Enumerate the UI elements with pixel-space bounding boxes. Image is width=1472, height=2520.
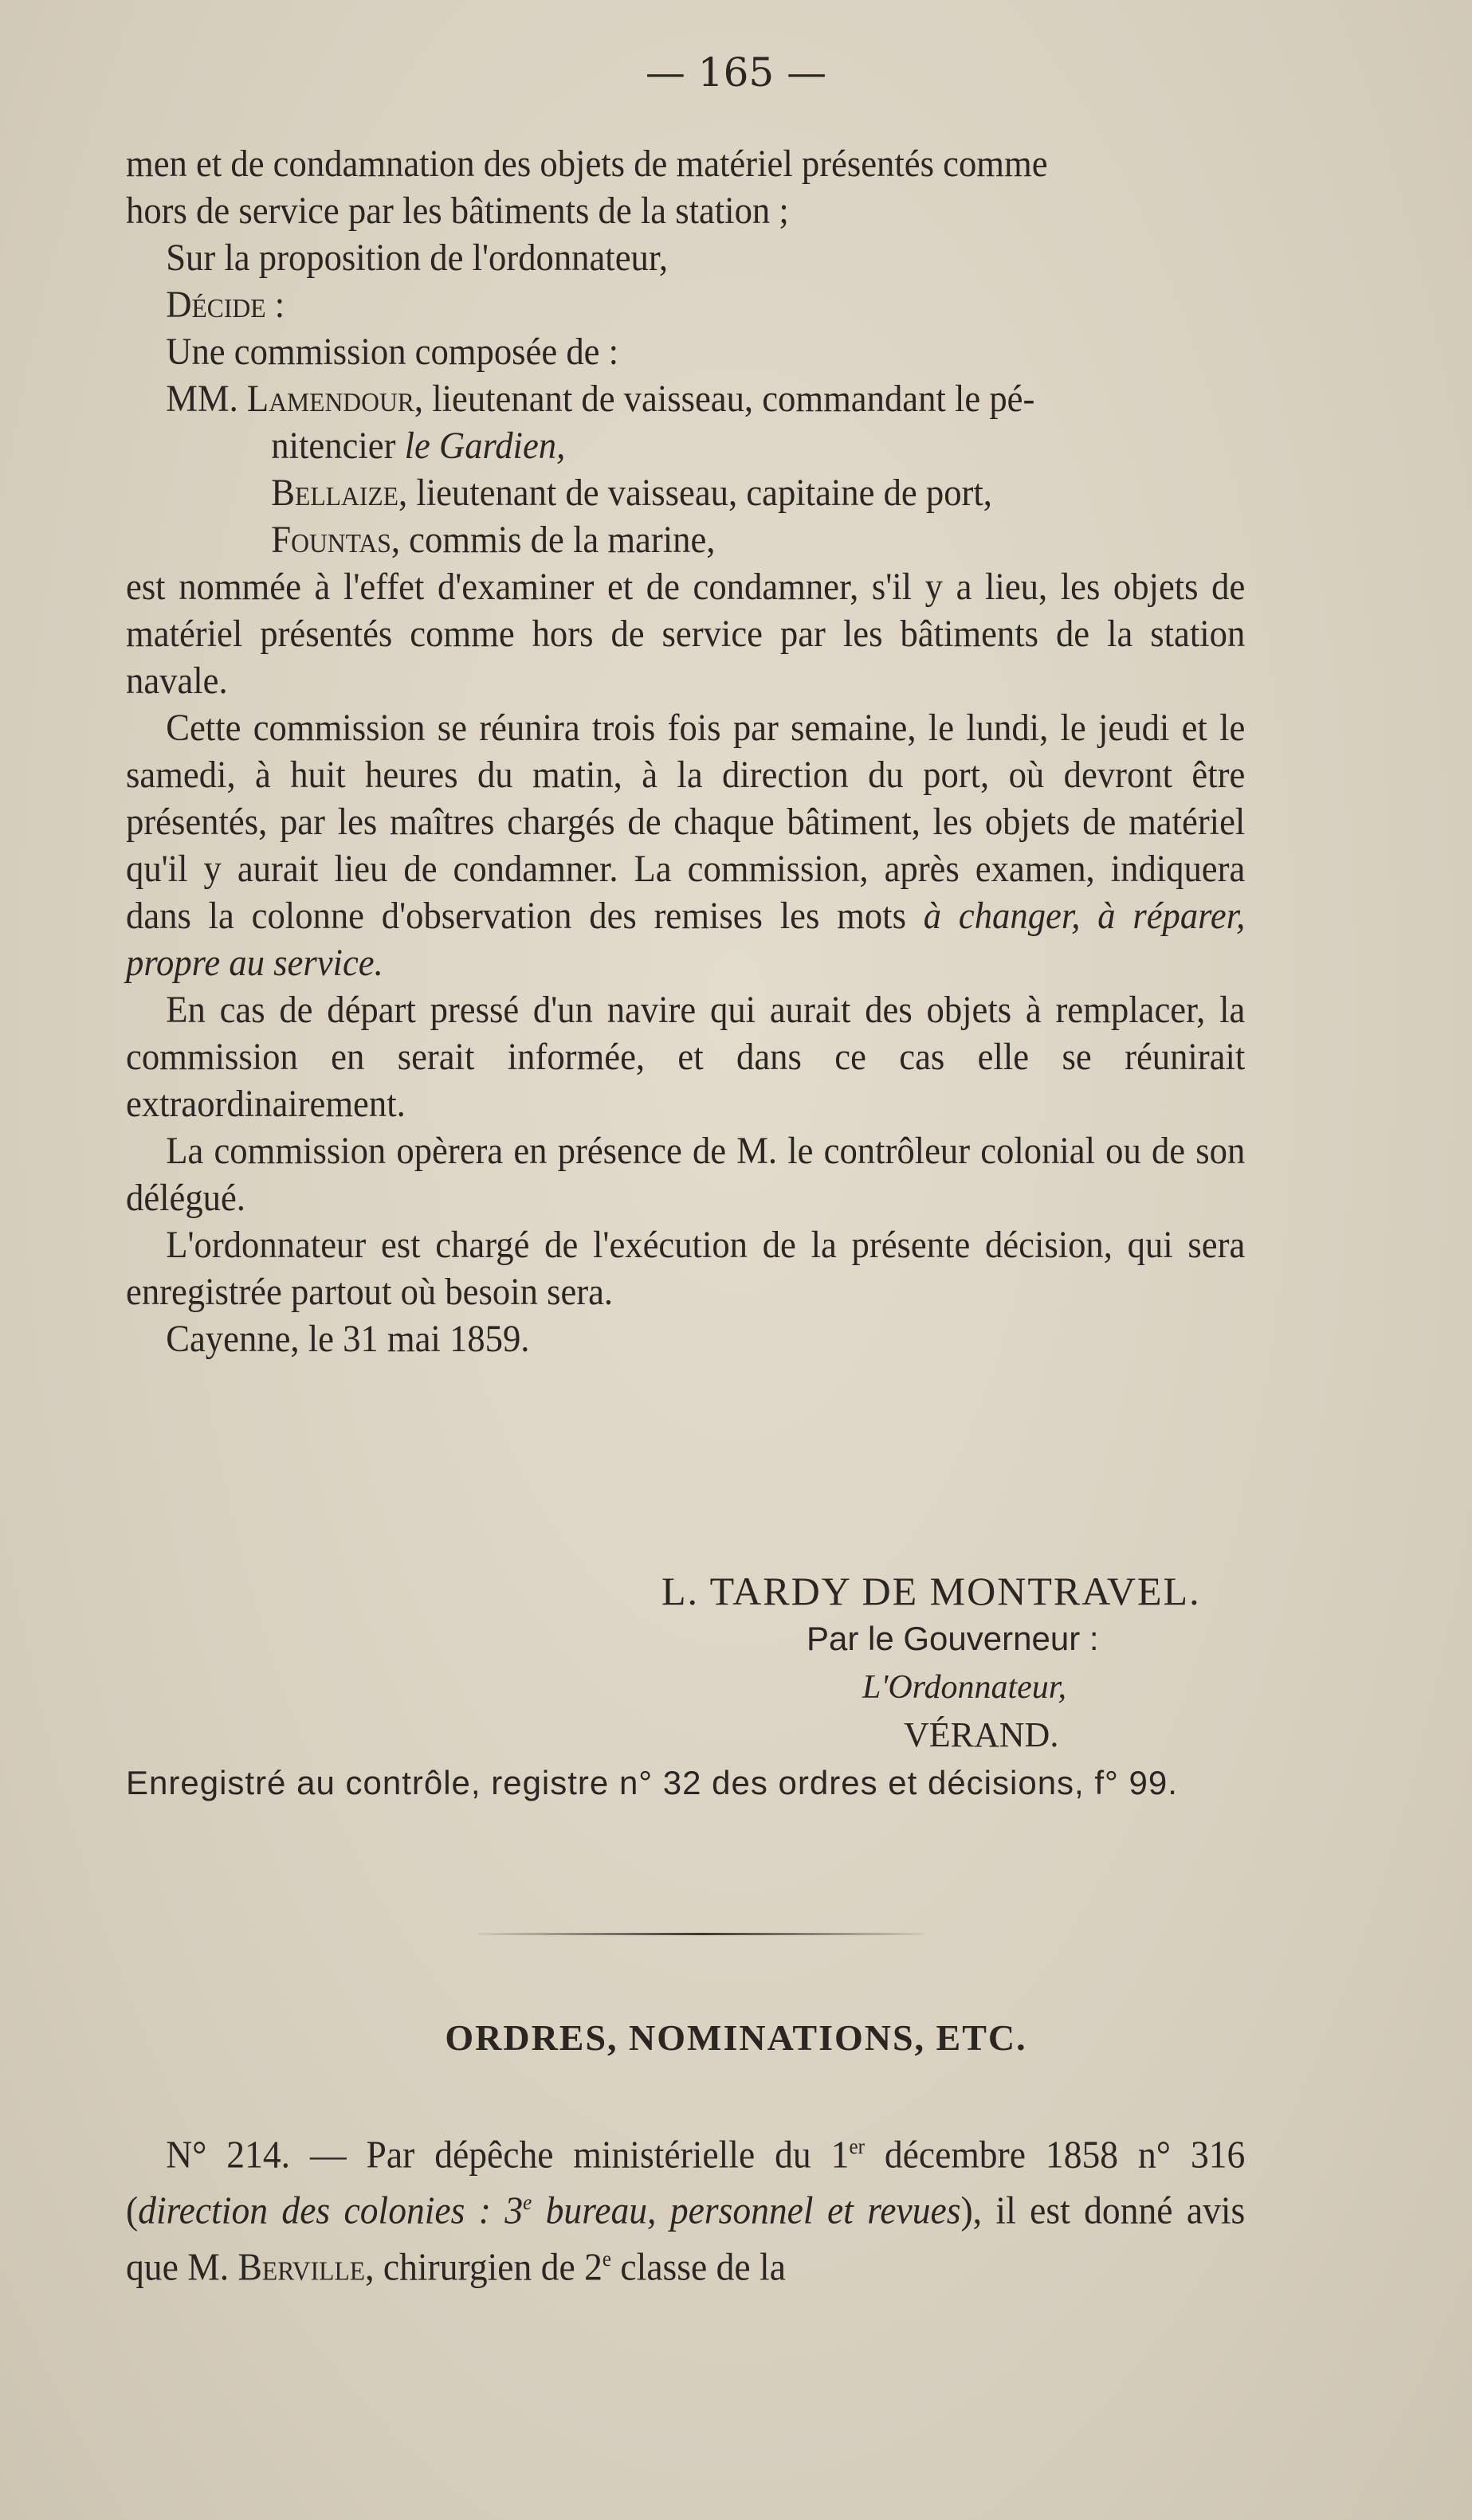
member-title: , commis de la marine, — [391, 519, 716, 561]
order-text: ), il est donné avis que M. — [126, 2188, 1246, 2288]
commission-intro: Une commission composée de : — [166, 331, 619, 373]
decide-heading: Décide : — [166, 284, 285, 326]
section-divider — [478, 1933, 924, 1935]
superscript: e — [602, 2246, 612, 2271]
order-text: , chirurgien de 2 — [365, 2244, 603, 2288]
order-italic: bureau, personnel et revues — [532, 2188, 961, 2232]
superscript: e — [523, 2190, 532, 2215]
proposition: Sur la proposition de l'ordonnateur, — [166, 237, 669, 279]
member-title: nitencier — [271, 425, 405, 467]
text-line: men et de condamnation des objets de matériel présentés comme — [126, 143, 1048, 185]
member-name: Lamendour — [246, 378, 414, 420]
order-paragraph — [126, 2122, 1245, 2291]
paragraph-meetings — [126, 704, 1245, 986]
member-lamendour — [126, 375, 1245, 422]
order-text: — Par dépêche ministérielle du 1 — [290, 2132, 850, 2177]
decision-text — [126, 140, 1245, 1362]
registration-note: Enregistré au contrôle, registre n° 32 des ordres et décisions, f° 99. — [126, 1764, 1178, 1801]
signature-name: L. TARDY DE MONTRAVEL. — [661, 1569, 1201, 1613]
paragraph-controller: La commission opèrera en présence de M. le contrôleur colonial ou de son délégué. — [126, 1130, 1246, 1219]
decision-date: Cayenne, le 31 mai 1859. — [166, 1318, 530, 1360]
text-line: hors de service par les bâtiments de la station ; — [126, 190, 789, 232]
paragraph-text: Cette commission se réunira trois fois par semaine, le lundi, le jeudi et le samedi, à huit heures du matin, à la direction du port, où devront être présentés, par les maîtres chargés de chaque bâtiment, les objets de matériel qu'il y aurait lieu de condamner. La commission, après examen, indiquera dans la colonne d'observation des remises les mots — [126, 707, 1246, 937]
order-text: classe de la — [611, 2244, 786, 2288]
member-name: Bellaize — [271, 472, 398, 514]
member-fountas — [271, 516, 1245, 563]
decision-line — [126, 140, 1245, 234]
superscript: er — [849, 2134, 865, 2158]
member-name: Fountas — [271, 519, 391, 561]
signature-ordonnateur: VÉRAND. — [904, 1715, 1059, 1754]
member-lamendour-cont — [271, 422, 1245, 469]
member-prefix: MM. — [166, 378, 247, 420]
ship-name: le Gardien, — [404, 425, 566, 467]
section-title: ORDRES, NOMINATIONS, ETC. — [445, 2017, 1027, 2058]
member-bellaize — [271, 469, 1245, 516]
signature-par: Par le Gouverneur : — [807, 1620, 1099, 1657]
page-number: — 165 — — [645, 49, 827, 96]
order-214 — [126, 2122, 1245, 2291]
member-title: , lieutenant de vaisseau, commandant le pé- — [414, 378, 1035, 420]
order-number: N° 214. — [166, 2132, 291, 2177]
member-title: , lieutenant de vaisseau, capitaine de port, — [398, 472, 992, 514]
person-name: Berville — [237, 2244, 366, 2288]
paragraph-execution: L'ordonnateur est chargé de l'exécution de la présente décision, qui sera enregistrée partout où besoin sera. — [126, 1224, 1246, 1313]
order-text: décembre 1858 n° 316 ( — [126, 2132, 1246, 2232]
order-italic: direction des colonies : 3 — [138, 2188, 524, 2232]
paragraph-italic: à changer, à réparer, propre au service. — [126, 895, 1246, 984]
signature-role: L'Ordonnateur, — [862, 1669, 1066, 1706]
paragraph-appointment: est nommée à l'effet d'examiner et de condamner, s'il y a lieu, les objets de matériel présentés comme hors de service par les bâtiments de la station navale. — [126, 566, 1246, 702]
paragraph-departure: En cas de départ pressé d'un navire qui aurait des objets à remplacer, la commission en serait informée, et dans ce cas elle se réunirait extraordinairement. — [126, 989, 1246, 1125]
